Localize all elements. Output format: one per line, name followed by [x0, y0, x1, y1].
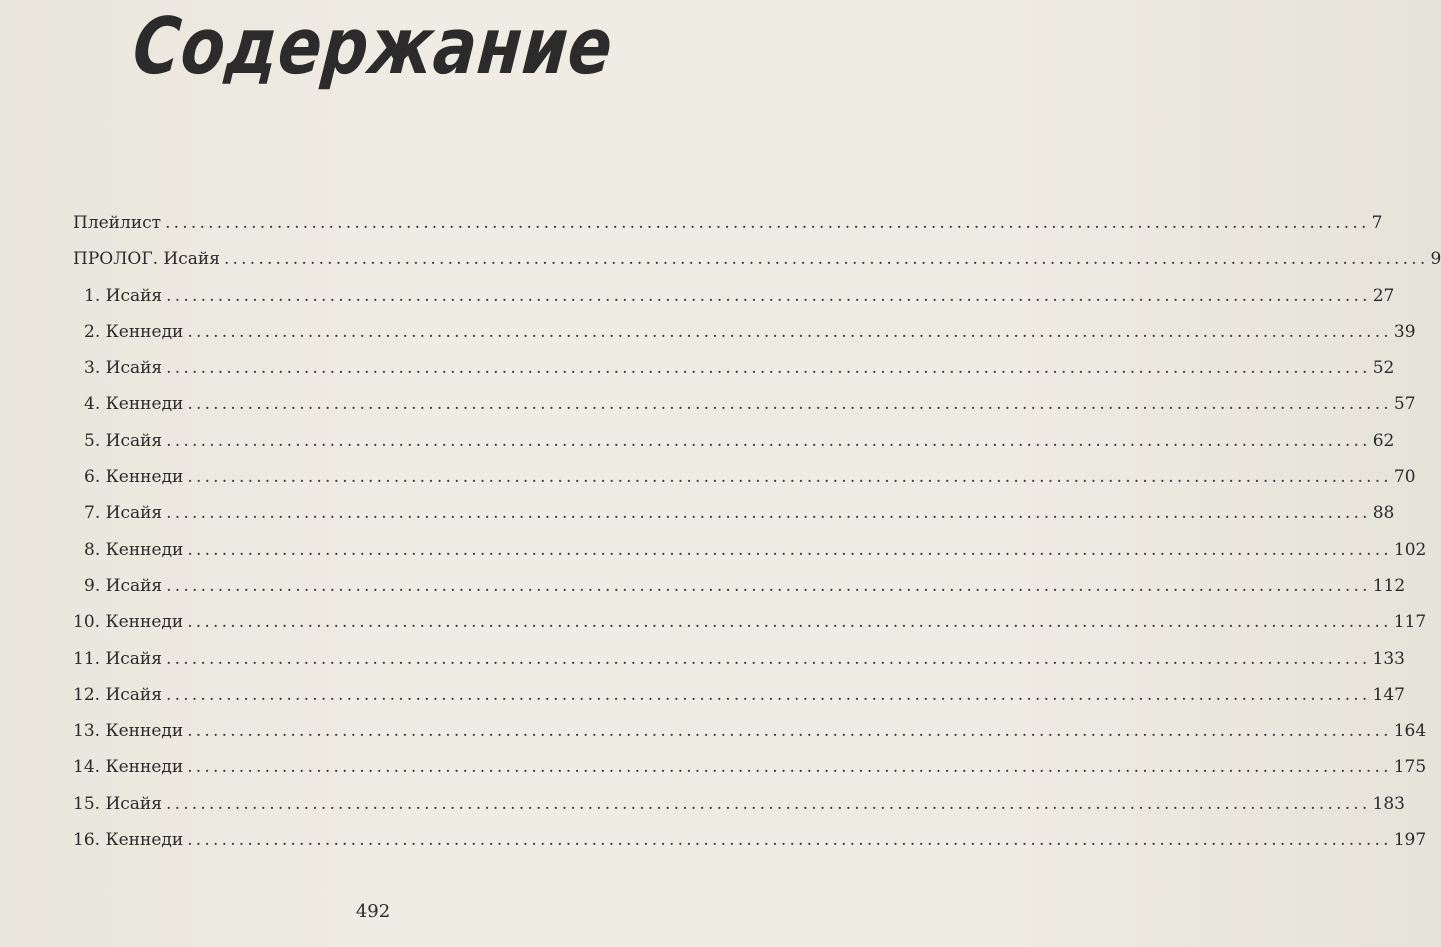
- toc-dot-leader: ............................................................................................................................................: [166, 358, 1371, 379]
- toc-entry-title: 10. Кеннеди: [73, 612, 184, 633]
- toc-entry-title: 11. Исайя: [73, 648, 162, 669]
- toc-entry-title: 9. Исайя: [84, 575, 163, 596]
- toc-entry-title: 13. Кеннеди: [73, 721, 184, 742]
- toc-entry-page: 197: [1393, 830, 1427, 851]
- toc-entry: [73, 822, 1427, 858]
- toc-dot-leader: ............................................................................................................................................: [187, 721, 1392, 742]
- toc-entry-page: 39: [1393, 321, 1416, 342]
- toc-entry-title: ПРОЛОГ. Исайя: [73, 249, 220, 270]
- toc-entry: [73, 459, 1416, 495]
- toc-dot-leader: ............................................................................................................................................: [165, 684, 1371, 705]
- toc-entry-page: 183: [1372, 793, 1405, 814]
- toc-entry-title: 1. Исайя: [84, 285, 163, 306]
- toc-entry: [73, 677, 1405, 713]
- toc-entry: [73, 641, 1405, 677]
- toc-entry: [73, 749, 1427, 785]
- toc-entry-page: 112: [1372, 575, 1406, 596]
- toc-entry-title: 14. Кеннеди: [73, 757, 184, 778]
- toc-dot-leader: ............................................................................................................................................: [165, 213, 1370, 233]
- toc-entry-title: 6. Кеннеди: [84, 467, 184, 488]
- toc-entry-title: 15. Исайя: [73, 793, 162, 814]
- toc-entry: [73, 713, 1427, 749]
- toc-entry-title: 8. Кеннеди: [84, 539, 184, 560]
- toc-entry: [73, 241, 1441, 277]
- toc-entry-page: 70: [1393, 467, 1416, 488]
- toc-dot-leader: ............................................................................................................................................: [166, 503, 1371, 524]
- toc-entry: [73, 350, 1395, 386]
- toc-dot-leader: ............................................................................................................................................: [165, 793, 1371, 814]
- toc-entry-title: 7. Исайя: [84, 503, 163, 524]
- toc-entry-title: 16. Кеннеди: [73, 830, 184, 851]
- toc-entry: [73, 604, 1427, 640]
- toc-entry: [73, 423, 1395, 459]
- toc-entry-page: 27: [1372, 285, 1395, 306]
- toc-dot-leader: ............................................................................................................................................: [187, 612, 1392, 633]
- toc-entry-title: 5. Исайя: [84, 430, 163, 451]
- toc-dot-leader: ............................................................................................................................................: [166, 575, 1371, 596]
- toc-entry: [73, 386, 1416, 422]
- toc-entry: [73, 495, 1395, 531]
- toc-dot-leader: ............................................................................................................................................: [187, 394, 1392, 415]
- toc-entry: [73, 786, 1405, 822]
- toc-entry-page: 57: [1393, 394, 1416, 415]
- toc-dot-leader: ............................................................................................................................................: [223, 249, 1429, 270]
- page-number: 492: [355, 901, 391, 922]
- toc-entry: [73, 205, 1383, 241]
- toc-dot-leader: ............................................................................................................................................: [187, 539, 1392, 560]
- toc-dot-leader: ............................................................................................................................................: [166, 430, 1371, 451]
- toc-entry-title: Плейлист: [73, 213, 162, 233]
- toc-dot-leader: ............................................................................................................................................: [187, 757, 1392, 778]
- toc-entry-page: 147: [1372, 684, 1405, 705]
- toc-entry-page: 62: [1372, 430, 1395, 451]
- toc-dot-leader: ............................................................................................................................................: [166, 285, 1371, 306]
- toc-entry-page: 133: [1372, 648, 1405, 669]
- toc-entry-page: 117: [1393, 612, 1427, 633]
- toc-dot-leader: ............................................................................................................................................: [187, 467, 1392, 488]
- toc-dot-leader: ............................................................................................................................................: [187, 321, 1392, 342]
- toc-entry-title: 4. Кеннеди: [84, 394, 184, 415]
- toc-entry-title: 2. Кеннеди: [84, 321, 184, 342]
- toc-entry-title: 12. Исайя: [73, 684, 162, 705]
- toc-entry: [73, 278, 1395, 314]
- toc-entry-page: 7: [1371, 213, 1383, 233]
- toc-entry: [73, 532, 1427, 568]
- toc-entry-page: 9: [1430, 249, 1441, 270]
- page-title: Содержание: [129, 2, 617, 92]
- toc-entry-page: 52: [1372, 358, 1395, 379]
- toc-entry: [73, 314, 1416, 350]
- toc-entry-title: 3. Исайя: [84, 358, 163, 379]
- toc-dot-leader: ............................................................................................................................................: [165, 648, 1371, 669]
- toc-entry-page: 175: [1393, 757, 1427, 778]
- toc-dot-leader: ............................................................................................................................................: [187, 830, 1392, 851]
- toc-entry-page: 164: [1393, 721, 1427, 742]
- toc-entry: [73, 568, 1406, 604]
- toc-entry-page: 88: [1372, 503, 1395, 524]
- toc-entry-page: 102: [1393, 539, 1427, 560]
- table-of-contents: [73, 205, 1441, 858]
